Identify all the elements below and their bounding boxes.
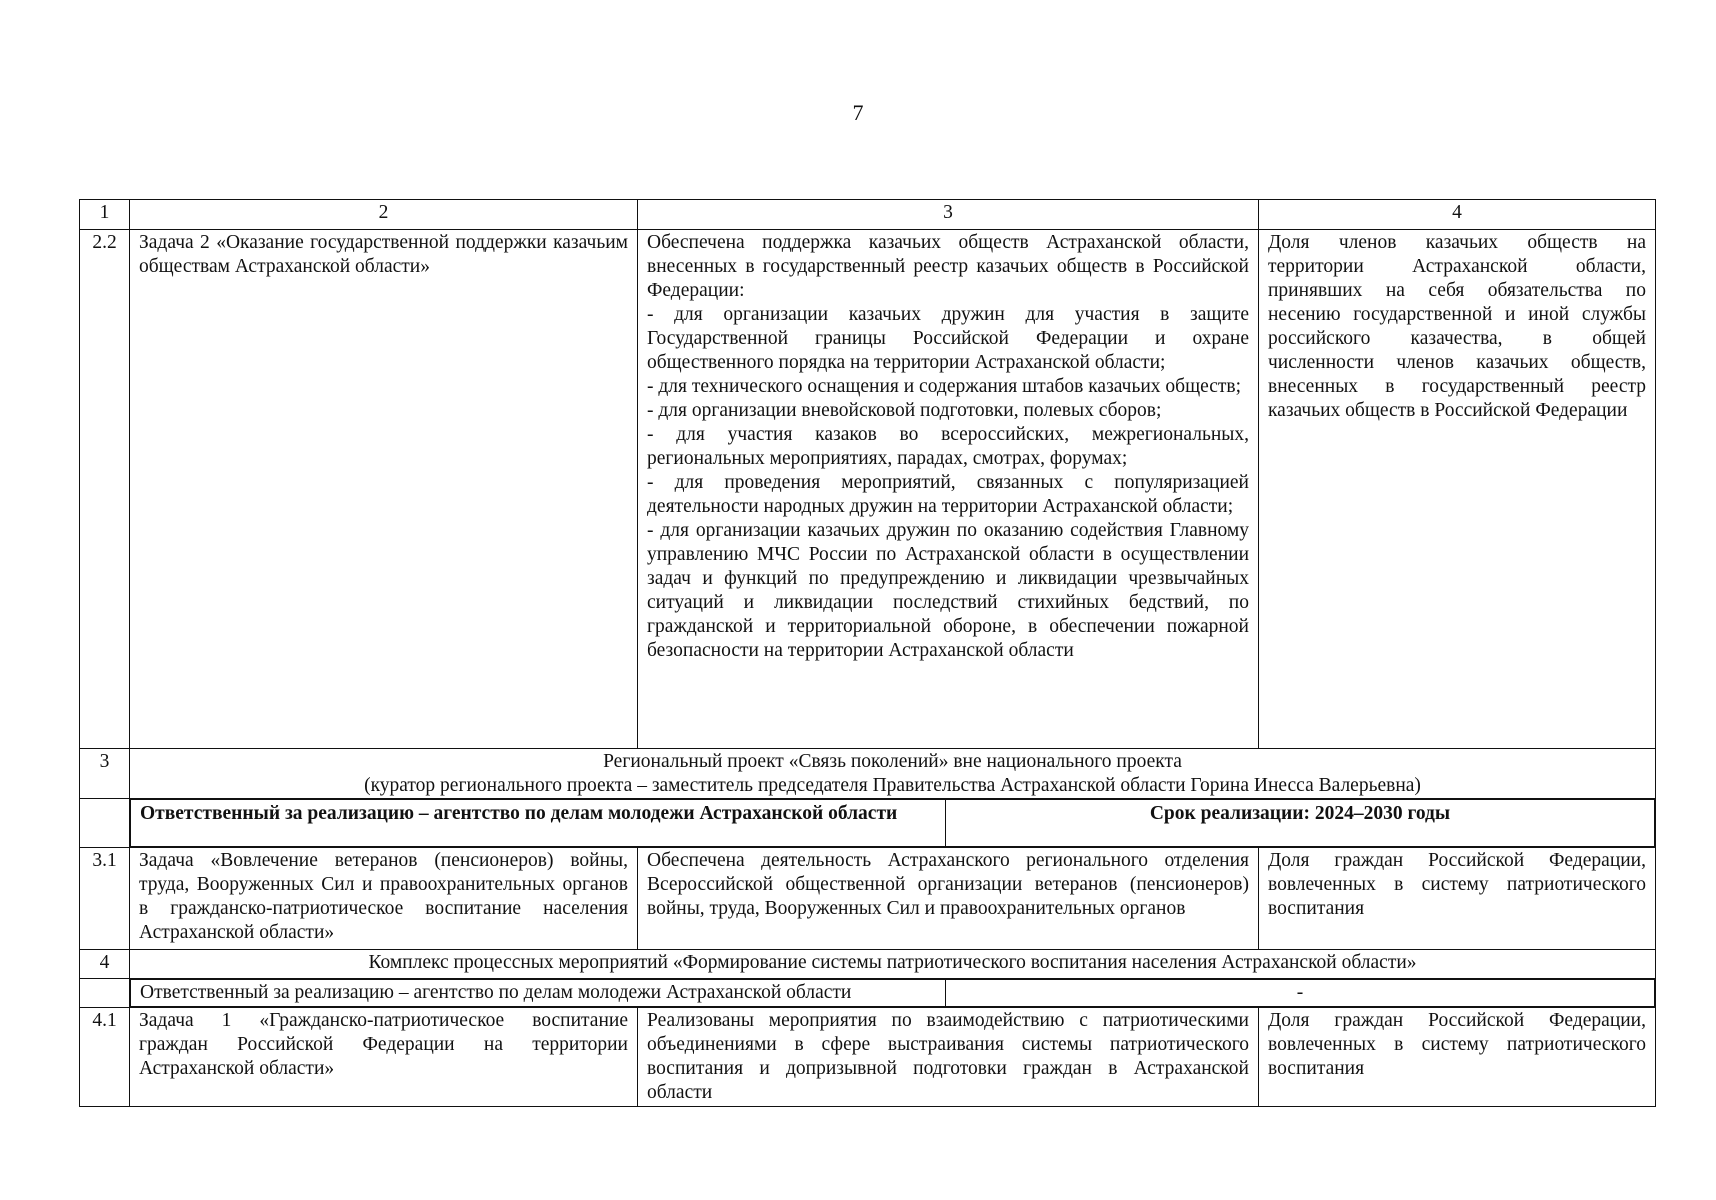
page-number: 7 <box>852 100 864 125</box>
task-cell: Задача 1 «Гражданско-патриотическое воспитание граждан Российской Федерации на территории Астраханской области» <box>130 1008 638 1107</box>
row-number: 3.1 <box>80 848 130 950</box>
row-number: 4.1 <box>80 1008 130 1107</box>
responsible-inner <box>130 799 1655 847</box>
result-item: - для организации казачьих дружин по оказанию содействия Главному управлению МЧС России по Астраханской области в осуществлении задач и функций по предупреждению и ликвидации чрезвычайных ситуаций и ликвидации последствий стихийных бедствий, по гражданской и территориальной обороне, в обеспечении пожарной безопасности на территории Астраханской области <box>647 520 1249 661</box>
responsible-cell <box>130 979 1656 1008</box>
result-cell <box>638 230 1259 749</box>
table-row-4-1 <box>80 1008 1656 1107</box>
responsible-text: Ответственный за реализацию – агентство по делам молодежи Астраханской области <box>131 980 946 1007</box>
section-title-line-2: (куратор регионального проекта – заместитель председателя Правительства Астраханской области Горина Инесса Валерьевна) <box>364 775 1421 796</box>
row-number: 2.2 <box>80 230 130 749</box>
header-row <box>80 200 1656 230</box>
responsible-text: Ответственный за реализацию – агентство по делам молодежи Астраханской области <box>131 800 946 847</box>
section-title: Комплекс процессных мероприятий «Формирование системы патриотического воспитания населения Астраханской области» <box>130 950 1656 979</box>
table-row-3-1 <box>80 848 1656 950</box>
empty-cell <box>80 979 130 1008</box>
responsible-cell <box>130 799 1656 848</box>
section-title-line-1: Региональный проект «Связь поколений» вне национального проекта <box>603 751 1182 772</box>
result-item: - для технического оснащения и содержания штабов казачьих обществ; <box>647 376 1242 397</box>
section-row-3 <box>80 749 1656 799</box>
section-number: 4 <box>80 950 130 979</box>
header-col-2: 2 <box>130 200 638 230</box>
indicator-cell: Доля граждан Российской Федерации, вовлеченных в систему патриотического воспитания <box>1259 848 1656 950</box>
result-cell: Реализованы мероприятия по взаимодействию с патриотическими объединениями в сфере выстраивания системы патриотического воспитания и допризывной подготовки граждан в Астраханской области <box>638 1008 1259 1107</box>
term-text: - <box>946 980 1655 1007</box>
result-item: - для проведения мероприятий, связанных с популяризацией деятельности народных дружин на территории Астраханской области; <box>647 472 1249 517</box>
program-table <box>79 199 1656 1107</box>
result-cell: Обеспечена деятельность Астраханского регионального отделения Всероссийской общественной организации ветеранов (пенсионеров) войны, труда, Вооруженных Сил и правоохранительных органов <box>638 848 1259 950</box>
section-number: 3 <box>80 749 130 799</box>
result-item: - для организации казачьих дружин для участия в защите Государственной границы Российской Федерации и охране общественного порядка на территории Астраханской области; <box>647 304 1249 373</box>
indicator-cell: Доля членов казачьих обществ на территории Астраханской области, принявших на себя обязательства по несению государственной и иной службы российского казачества, в общей численности членов казачьих обществ, внесенных в государственный реестр казачьих обществ в Российской Федерации <box>1259 230 1656 749</box>
section-title <box>130 749 1656 799</box>
header-col-4: 4 <box>1259 200 1656 230</box>
result-item: - для участия казаков во всероссийских, межрегиональных, региональных мероприятиях, парадах, смотрах, форумах; <box>647 424 1249 469</box>
header-col-1: 1 <box>80 200 130 230</box>
responsible-row-4 <box>80 979 1656 1008</box>
responsible-row-3 <box>80 799 1656 848</box>
header-col-3: 3 <box>638 200 1259 230</box>
section-row-4 <box>80 950 1656 979</box>
table-row-2-2 <box>80 230 1656 749</box>
result-item: - для организации вневойсковой подготовки, полевых сборов; <box>647 400 1162 421</box>
task-cell: Задача 2 «Оказание государственной поддержки казачьим обществам Астраханской области» <box>130 230 638 749</box>
indicator-cell: Доля граждан Российской Федерации, вовлеченных в систему патриотического воспитания <box>1259 1008 1656 1107</box>
responsible-inner <box>130 979 1655 1007</box>
task-cell: Задача «Вовлечение ветеранов (пенсионеров) войны, труда, Вооруженных Сил и правоохранительных органов в гражданско-патриотическое воспитание населения Астраханской области» <box>130 848 638 950</box>
empty-cell <box>80 799 130 848</box>
result-intro: Обеспечена поддержка казачьих обществ Астраханской области, внесенных в государственный реестр казачьих обществ в Российской Федерации: <box>647 232 1249 301</box>
term-text: Срок реализации: 2024–2030 годы <box>946 800 1655 847</box>
